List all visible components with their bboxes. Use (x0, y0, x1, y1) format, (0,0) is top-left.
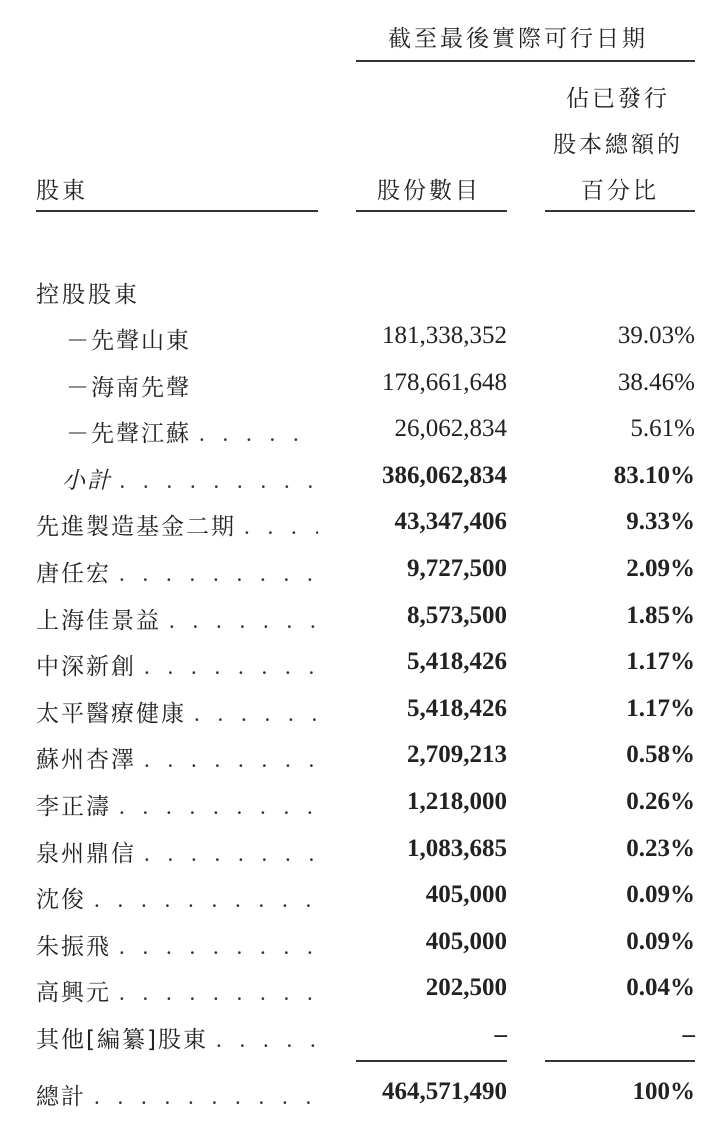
shareholder-cell (36, 788, 318, 821)
dot-leader (94, 887, 318, 913)
shareholder-cell (36, 695, 318, 728)
dot-leader (144, 841, 318, 867)
shares-count: 181,338,352 (382, 322, 507, 349)
header-rule (36, 210, 318, 212)
dot-leader (120, 468, 318, 494)
pct-header-line2: 股本總額的 (553, 132, 683, 158)
dot-leader (244, 514, 318, 540)
shareholder-cell (36, 648, 318, 681)
shares-count: 8,573,500 (407, 601, 507, 629)
shareholding-pct: 0.09% (626, 881, 695, 909)
pct-header-line1: 佔已發行 (566, 86, 670, 112)
shareholder-name: 泉州鼎信 (36, 840, 136, 867)
shareholder-name: 蘇州杏澤 (36, 747, 136, 774)
shares-count: 386,062,834 (382, 461, 507, 489)
dot-leader (194, 701, 318, 727)
total-pct: 100% (632, 1078, 695, 1105)
shares-count: 2,709,213 (407, 741, 507, 769)
shareholder-name: 先進製造基金二期 (36, 514, 236, 541)
shareholder-name: 小計 (62, 467, 112, 494)
shareholding-pct: 0.04% (626, 974, 695, 1002)
table-row (0, 555, 718, 601)
dot-leader (144, 654, 318, 680)
total-row (0, 1078, 718, 1124)
total-shares: 464,571,490 (382, 1078, 507, 1105)
shareholder-name: －先聲江蘇 (66, 421, 191, 448)
table-row (0, 695, 718, 741)
table-row (0, 741, 718, 787)
table-row (0, 835, 718, 881)
shares-count: 405,000 (425, 881, 507, 909)
dot-leader (119, 794, 318, 820)
table-row (0, 602, 718, 648)
shares-count: 9,727,500 (407, 555, 507, 582)
section-title: 控股股東 (36, 282, 140, 308)
shareholding-pct: 0.09% (626, 927, 695, 955)
shareholder-cell (66, 322, 318, 355)
shareholder-name: 沈俊 (36, 887, 86, 914)
shares-count: 43,347,406 (394, 508, 507, 536)
shareholder-cell (36, 835, 318, 868)
shareholder-name: 中深新創 (36, 654, 136, 681)
shares-count: 5,418,426 (407, 648, 507, 676)
dot-leader (119, 934, 318, 960)
shareholder-name: 上海佳景益 (36, 607, 161, 634)
shares-count: – (494, 1021, 507, 1048)
table-row (0, 322, 718, 368)
shareholding-pct: 0.58% (626, 741, 695, 769)
table-row (0, 369, 718, 415)
shareholder-name: 唐任宏 (36, 561, 111, 587)
shareholder-cell (36, 1021, 318, 1054)
dot-leader (119, 980, 318, 1006)
shares-header: 股份數目 (377, 178, 481, 204)
shareholder-cell (36, 741, 318, 774)
table-row (0, 788, 718, 834)
shareholding-pct: 1.17% (626, 648, 695, 676)
header-rule (356, 210, 507, 212)
pct-header-line3: 百分比 (581, 178, 659, 204)
header-rule (545, 210, 695, 212)
shares-count: 1,083,685 (407, 834, 507, 862)
shareholder-cell (62, 462, 318, 495)
total-rule (356, 1060, 507, 1062)
shares-count: 178,661,648 (382, 368, 507, 396)
dot-leader (119, 561, 318, 587)
shareholder-name: 朱振飛 (36, 933, 111, 960)
period-title: 截至最後實際可行日期 (388, 26, 648, 52)
total-label: 總計 (36, 1084, 86, 1110)
shareholder-name: 其他[編纂]股東 (36, 1027, 208, 1053)
dot-leader (199, 421, 318, 447)
shareholding-pct: 1.85% (626, 601, 695, 629)
shareholding-pct: – (682, 1021, 695, 1048)
shareholding-pct: 0.23% (626, 834, 695, 862)
shareholder-cell (36, 508, 318, 541)
shareholding-pct: 2.09% (626, 555, 695, 582)
shareholder-cell (66, 369, 318, 402)
shareholder-name: 高興元 (36, 980, 111, 1007)
shares-count: 405,000 (425, 927, 507, 955)
table-row (0, 974, 718, 1020)
shareholder-cell (36, 555, 318, 588)
table-row (0, 508, 718, 554)
shareholding-pct: 1.17% (626, 694, 695, 722)
table-row (0, 648, 718, 694)
table-row (0, 415, 718, 461)
shareholding-pct: 38.46% (617, 368, 695, 396)
shareholder-name: －海南先聲 (66, 374, 191, 401)
dot-leader (144, 747, 318, 773)
shareholder-name: －先聲山東 (66, 328, 191, 354)
shareholder-header: 股東 (36, 178, 88, 204)
shareholding-pct: 9.33% (626, 508, 695, 536)
shareholding-pct: 39.03% (617, 322, 695, 349)
shareholder-name: 太平醫療健康 (36, 700, 186, 727)
table-row (0, 462, 718, 508)
shares-count: 1,218,000 (407, 788, 507, 815)
shareholding-pct: 83.10% (613, 461, 695, 489)
dot-leader (169, 608, 318, 634)
dot-leader (216, 1027, 318, 1053)
total-label-cell (36, 1078, 318, 1111)
shareholder-cell (36, 974, 318, 1007)
dot-leader (94, 1084, 318, 1110)
table-row (0, 881, 718, 927)
shareholder-cell (36, 881, 318, 914)
table-row (0, 928, 718, 974)
shareholding-pct: 0.26% (626, 788, 695, 815)
shareholding-pct: 5.61% (630, 415, 695, 443)
shares-count: 202,500 (425, 974, 507, 1002)
shareholder-cell (36, 602, 318, 635)
shareholder-name: 李正濤 (36, 794, 111, 820)
shares-count: 5,418,426 (407, 694, 507, 722)
shares-count: 26,062,834 (394, 415, 507, 443)
shareholder-cell (66, 415, 318, 448)
shareholder-cell (36, 928, 318, 961)
header-rule (356, 60, 695, 62)
total-rule (545, 1060, 695, 1062)
